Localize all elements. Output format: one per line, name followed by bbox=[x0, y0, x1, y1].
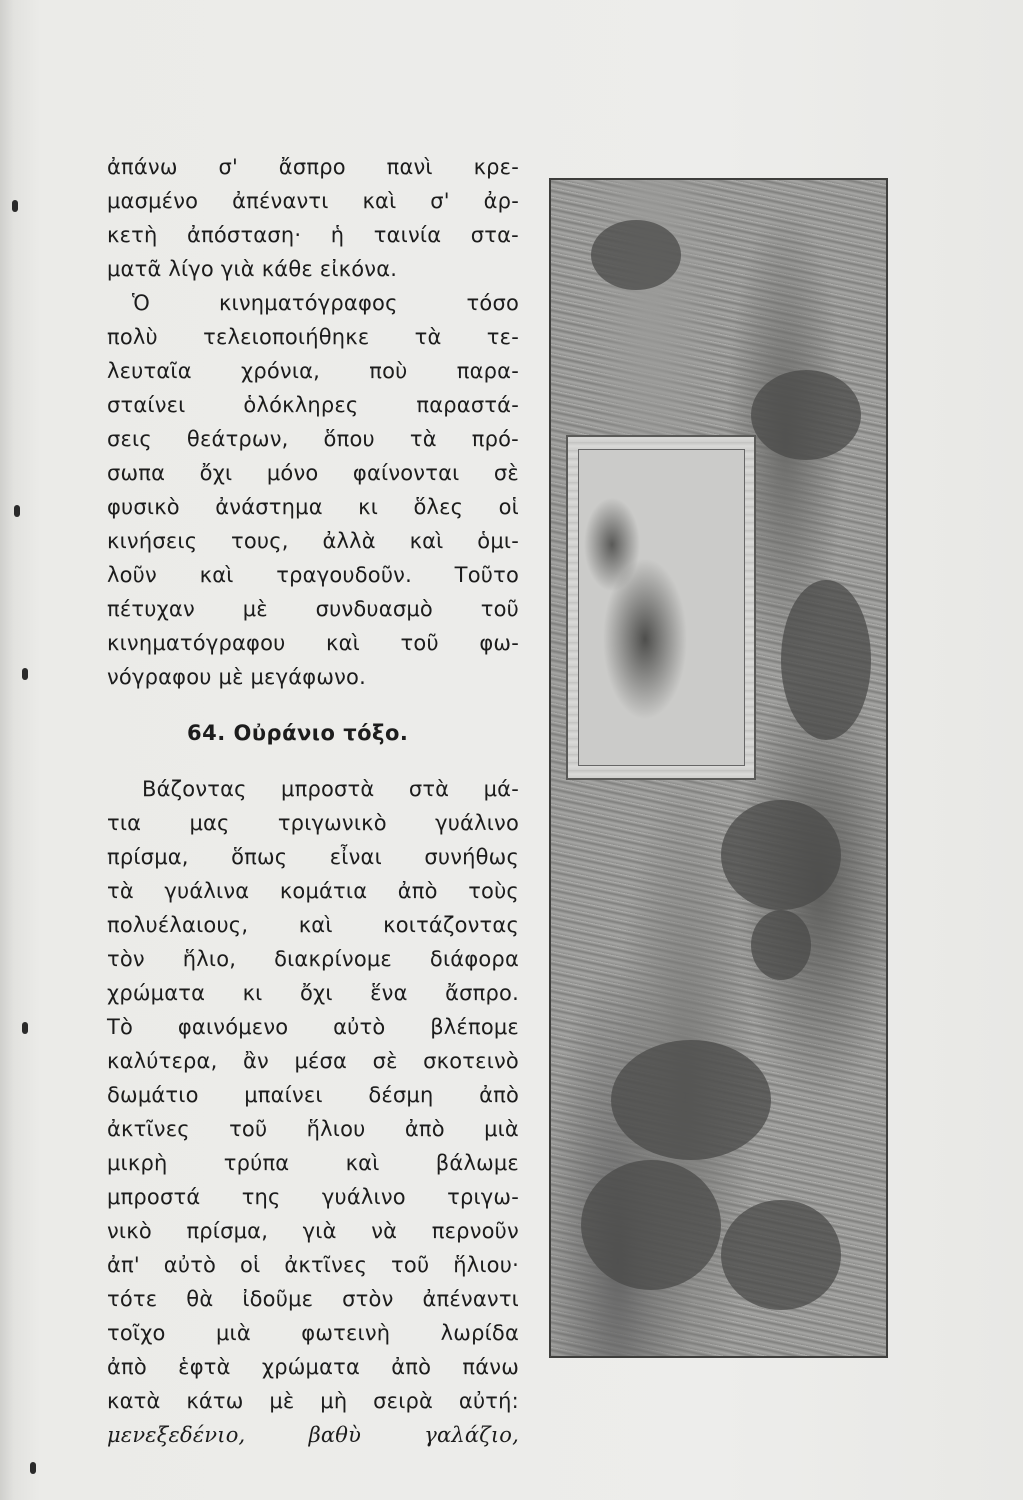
audience-figure bbox=[781, 580, 871, 740]
binding-hole bbox=[12, 200, 18, 212]
text-line: κατὰ κάτω μὲ μὴ σειρὰ αὐτή: bbox=[107, 1389, 519, 1413]
text-line: νόγραφου μὲ μεγάφωνο. bbox=[107, 665, 366, 689]
binding-hole bbox=[22, 668, 28, 680]
text-line: τια μας τριγωνικὸ γυάλινο bbox=[107, 811, 519, 835]
text-line: ἀκτῖνες τοῦ ἥλιου ἀπὸ μιὰ bbox=[107, 1117, 519, 1141]
text-line: πολὺ τελειοποιήθηκε τὰ τε- bbox=[107, 325, 519, 349]
audience-figure bbox=[721, 800, 841, 910]
text-line: πέτυχαν μὲ συνδυασμὸ τοῦ bbox=[107, 597, 519, 621]
text-line: Τὸ φαινόμενο αὐτὸ βλέπομε bbox=[107, 1015, 519, 1039]
text-line: χρώματα κι ὄχι ἕνα ἄσπρο. bbox=[107, 981, 519, 1005]
text-line: τότε θὰ ἰδοῦμε στὸν ἀπέναντι bbox=[107, 1287, 519, 1311]
binding-hole bbox=[22, 1022, 28, 1034]
text-line: σεις θεάτρων, ὅπου τὰ πρό- bbox=[107, 427, 519, 451]
screen-image bbox=[578, 449, 745, 766]
text-column bbox=[107, 150, 519, 1452]
audience-figure bbox=[721, 1200, 841, 1310]
binding-hole bbox=[14, 505, 20, 517]
binding-hole bbox=[30, 1462, 36, 1474]
text-line: λοῦν καὶ τραγουδοῦν. Τοῦτο bbox=[107, 563, 519, 587]
text-line: τοῖχο μιὰ φωτεινὴ λωρίδα bbox=[107, 1321, 519, 1345]
text-line: κινήσεις τους, ἀλλὰ καὶ ὁμι- bbox=[107, 529, 519, 553]
text-line: πολυέλαιους, καὶ κοιτάζοντας bbox=[107, 913, 519, 937]
text-line: λευταῖα χρόνια, ποὺ παρα- bbox=[107, 359, 519, 383]
text-line: μπροστά της γυάλινο τριγω- bbox=[107, 1185, 519, 1209]
text-line: μικρὴ τρύπα καὶ βάλωμε bbox=[107, 1151, 519, 1175]
text-line: νικὸ πρίσμα, γιὰ νὰ περνοῦν bbox=[107, 1219, 519, 1243]
text-line: τὰ γυάλινα κομάτια ἀπὸ τοὺς bbox=[107, 879, 519, 903]
text-line: ἀπάνω σ' ἄσπρο πανὶ κρε- bbox=[107, 155, 519, 179]
text-line: μασμένο ἀπέναντι καὶ σ' ἀρ- bbox=[107, 189, 519, 213]
text-line: τὸν ἥλιο, διακρίνομε διάφορα bbox=[107, 947, 519, 971]
text-line: δωμάτιο μπαίνει δέσμη ἀπὸ bbox=[107, 1083, 519, 1107]
text-line: ἀπ' αὐτὸ οἱ ἀκτῖνες τοῦ ἥλιου· bbox=[107, 1253, 519, 1277]
projection-screen bbox=[566, 435, 756, 780]
text-line: ματᾶ λίγο γιὰ κάθε εἰκόνα. bbox=[107, 257, 398, 281]
audience-figure bbox=[751, 910, 811, 980]
audience-figure bbox=[751, 370, 861, 460]
text-line: καλύτερα, ἂν μέσα σὲ σκοτεινὸ bbox=[107, 1049, 519, 1073]
text-line: σωπα ὄχι μόνο φαίνονται σὲ bbox=[107, 461, 519, 485]
audience-figure bbox=[611, 1040, 771, 1160]
audience-figure bbox=[591, 220, 681, 290]
text-line: φυσικὸ ἀνάστημα κι ὅλες οἱ bbox=[107, 495, 519, 519]
text-line: πρίσμα, ὅπως εἶναι συνήθως bbox=[107, 845, 519, 869]
text-line: κετὴ ἀπόσταση· ἡ ταινία στα- bbox=[107, 223, 519, 247]
audience-figure bbox=[581, 1160, 721, 1290]
text-line-italic: μενεξεδένιο, βαθὺ γαλάζιο, bbox=[107, 1423, 519, 1447]
text-line: κινηματόγραφου καὶ τοῦ φω- bbox=[107, 631, 519, 655]
text-line: σταίνει ὁλόκληρες παραστά- bbox=[107, 393, 519, 417]
text-line: Ὁ κινηματόγραφος τόσο bbox=[132, 291, 519, 315]
text-line: Βάζοντας μπροστὰ στὰ μά- bbox=[142, 777, 519, 801]
section-heading: 64. Οὐράνιο τόξο. bbox=[187, 721, 409, 745]
cinema-illustration bbox=[549, 178, 888, 1358]
text-line: ἀπὸ ἑφτὰ χρώματα ἀπὸ πάνω bbox=[107, 1355, 519, 1379]
